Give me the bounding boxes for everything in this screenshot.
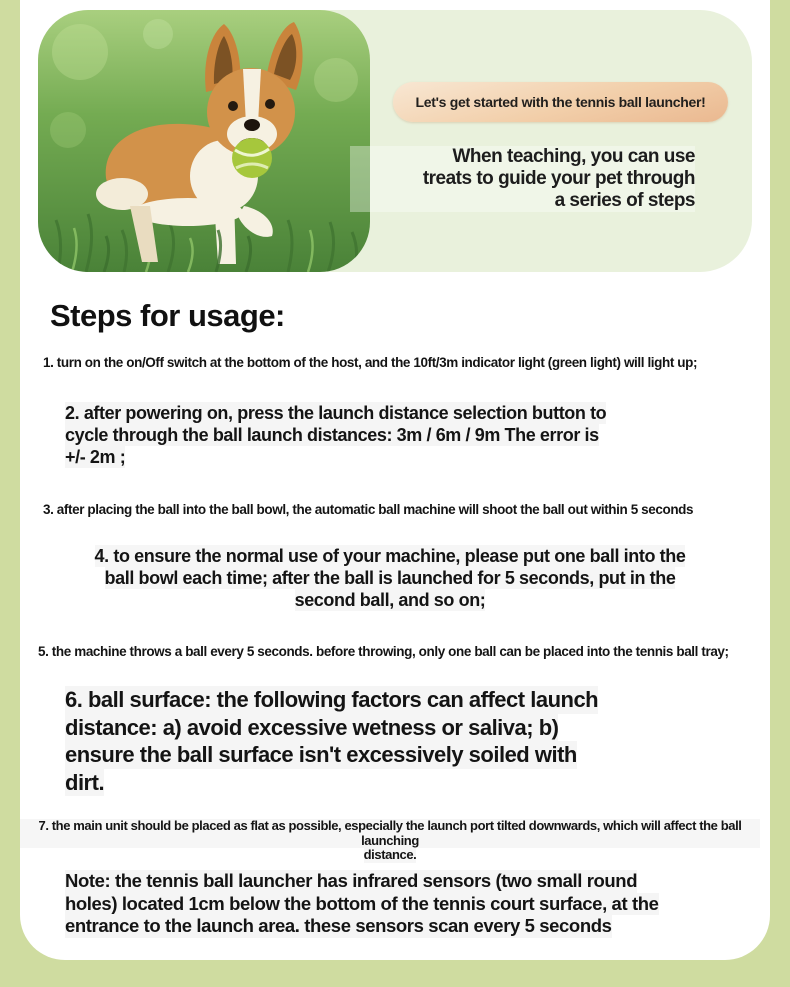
step-line: distance: a) avoid excessive wetness or saliva; b) <box>65 714 559 740</box>
step-line: cycle through the ball launch distances: 3m / 6m / 9m The error is <box>65 425 599 445</box>
hero-banner <box>38 10 752 272</box>
corgi-illustration <box>38 10 370 272</box>
step-line: 6. ball surface: the following factors can affect launch <box>65 687 599 712</box>
intro-line: treats to guide your pet through <box>350 168 695 190</box>
content-card <box>20 0 770 960</box>
intro-line: a series of steps <box>350 190 695 212</box>
corgi-photo <box>38 10 370 272</box>
step-item-3: 3. after placing the ball into the ball bowl, the automatic ball machine will shoot the ball out within 5 seconds <box>43 502 694 517</box>
step-line: +/- 2m ; <box>65 447 126 467</box>
note-line: Note: the tennis ball launcher has infrared sensors (two small round <box>65 870 638 891</box>
step-line: second ball, and so on; <box>294 590 486 610</box>
step-item-6 <box>65 686 598 796</box>
step-item-7 <box>20 819 760 863</box>
get-started-badge <box>393 82 728 122</box>
step-line: ensure the ball surface isn't excessively soiled with <box>65 742 577 767</box>
step-item-2 <box>65 402 606 468</box>
step-line: dirt. <box>65 769 105 795</box>
step-item-4 <box>30 545 750 611</box>
step-line: 7. the main unit should be placed as flat as possible, especially the launch port tilted downwards, which will affect the ball launching <box>20 819 760 848</box>
step-line: 2. after powering on, press the launch distance selection button to <box>65 403 607 423</box>
steps-title: Steps for usage: <box>50 298 285 333</box>
step-item-5: 5. the machine throws a ball every 5 seconds. before throwing, only one ball can be placed into the tennis ball tray; <box>38 644 729 659</box>
step-line: distance. <box>363 847 417 862</box>
badge-label: Let's get started with the tennis ball launcher! <box>415 94 706 110</box>
usage-note <box>65 870 659 938</box>
note-line: holes) located 1cm below the bottom of the tennis court surface, at the <box>65 892 659 914</box>
intro-line: When teaching, you can use <box>350 146 695 168</box>
step-item-1: 1. turn on the on/Off switch at the bottom of the host, and the 10ft/3m indicator light (green light) will light up; <box>43 355 698 370</box>
step-line: ball bowl each time; after the ball is launched for 5 seconds, put in the <box>104 568 676 588</box>
hero-intro-text <box>350 146 695 212</box>
step-line: 4. to ensure the normal use of your machine, please put one ball into the <box>94 546 686 566</box>
note-line: entrance to the launch area. these sensors scan every 5 seconds <box>65 915 612 936</box>
